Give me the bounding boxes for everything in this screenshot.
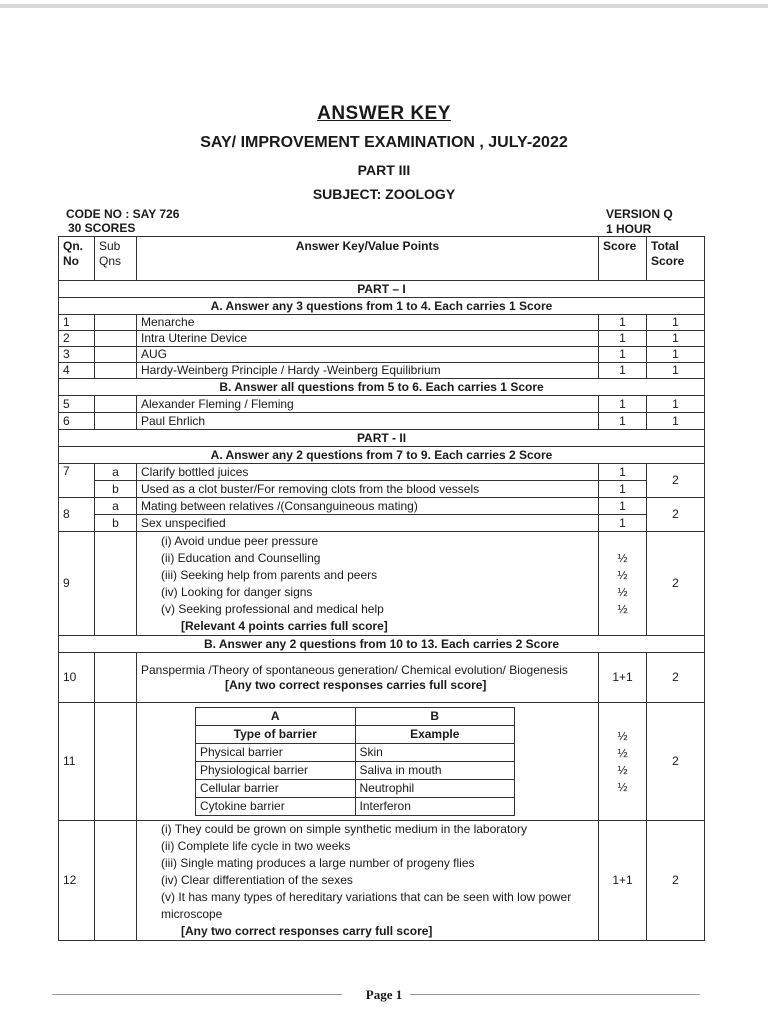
code-no: CODE NO : SAY 726 <box>66 207 180 221</box>
sub-7b: b <box>95 481 137 498</box>
table-row <box>59 481 705 498</box>
qn-4: 4 <box>59 363 95 379</box>
total-6: 1 <box>647 413 705 430</box>
part2-b-heading: B. Answer any 2 questions from 10 to 13. Each carries 2 Score <box>59 636 705 653</box>
total-9: 2 <box>647 532 705 636</box>
qn-5: 5 <box>59 396 95 413</box>
table-row <box>59 464 705 481</box>
q12-point: (i) They could be grown on simple synthetic medium in the laboratory <box>161 822 527 836</box>
part1-heading: PART – I <box>59 281 705 298</box>
col-answer: Answer Key/Value Points <box>137 237 599 281</box>
table-row <box>59 821 705 941</box>
col-sub: Sub Qns <box>95 237 137 281</box>
q12-point: (iv) Clear differentiation of the sexes <box>161 873 353 887</box>
total-10: 2 <box>647 653 705 703</box>
qn-6: 6 <box>59 413 95 430</box>
q12-point: (v) It has many types of hereditary variations that can be seen with low power microscope <box>161 890 572 921</box>
table-row <box>59 413 705 430</box>
doc-title: ANSWER KEY <box>317 103 451 124</box>
sub-7a: a <box>95 464 137 481</box>
part2-a-heading: A. Answer any 2 questions from 7 to 9. Each carries 2 Score <box>59 447 705 464</box>
table-row <box>59 331 705 347</box>
subject-label: SUBJECT: ZOOLOGY <box>312 186 456 202</box>
qn-11: 11 <box>59 703 95 821</box>
answer-table <box>58 236 705 941</box>
answer-7a: Clarify bottled juices <box>137 464 599 481</box>
col-qn: Qn. No <box>59 237 95 281</box>
page-number: Page 1 <box>365 987 403 1002</box>
score-5: 1 <box>599 396 647 413</box>
part1-a-heading: A. Answer any 3 questions from 1 to 4. Each carries 1 Score <box>59 298 705 315</box>
score-6: 1 <box>599 413 647 430</box>
total-1: 1 <box>647 315 705 331</box>
part-label: PART III <box>357 162 411 178</box>
score-3: 1 <box>599 347 647 363</box>
total-3: 1 <box>647 347 705 363</box>
sub-8a: a <box>95 498 137 515</box>
qn-1: 1 <box>59 315 95 331</box>
answer-3: AUG <box>137 347 599 363</box>
q9-note: [Relevant 4 points carries full score] <box>181 618 388 633</box>
table-row <box>59 498 705 515</box>
duration: 1 HOUR <box>606 222 652 236</box>
answer-10: Panspermia /Theory of spontaneous generation/ Chemical evolution/ Biogenesis [Any two correct responses carries full score] <box>137 653 599 703</box>
answer-2: Intra Uterine Device <box>137 331 599 347</box>
scan-edge <box>0 4 768 8</box>
answer-12 <box>137 821 599 941</box>
score-1: 1 <box>599 315 647 331</box>
score-4: 1 <box>599 363 647 379</box>
answer-8b: Sex unspecified <box>137 515 599 532</box>
total-12: 2 <box>647 821 705 941</box>
score-11: ½ ½ ½ ½ <box>599 703 647 821</box>
total-11: 2 <box>647 703 705 821</box>
sub-8b: b <box>95 515 137 532</box>
q10-note: [Any two correct responses carries full score] <box>225 677 487 692</box>
q9-point: (ii) Education and Counselling <box>161 550 321 565</box>
qn-9: 9 <box>59 532 95 636</box>
part2-heading: PART - II <box>59 430 705 447</box>
answer-9 <box>137 532 599 636</box>
total-2: 1 <box>647 331 705 347</box>
answer-1: Menarche <box>137 315 599 331</box>
score-9: ½ ½ ½ ½ <box>599 532 647 636</box>
table-header-row <box>59 237 705 281</box>
score-7b: 1 <box>599 481 647 498</box>
qn-2: 2 <box>59 331 95 347</box>
answer-4: Hardy-Weinberg Principle / Hardy -Weinberg Equilibrium <box>137 363 599 379</box>
q9-point: (i) Avoid undue peer pressure <box>161 533 319 548</box>
score-8a: 1 <box>599 498 647 515</box>
total-7: 2 <box>647 464 705 498</box>
table-row <box>59 315 705 331</box>
col-score: Score <box>599 237 647 281</box>
q12-point: (iii) Single mating produces a large number of progeny flies <box>161 856 475 870</box>
answer-7b: Used as a clot buster/For removing clots from the blood vessels <box>137 481 599 498</box>
version: VERSION Q <box>606 207 673 221</box>
q12-point: (ii) Complete life cycle in two weeks <box>161 839 351 853</box>
total-4: 1 <box>647 363 705 379</box>
barrier-table: A B Type of barrier Example Physical barrier Skin Physiological barrier Saliva in mouth Cellular barrier Neutrophil Cytokine barrier Interferon <box>195 707 515 816</box>
table-row <box>59 363 705 379</box>
exam-name: SAY/ IMPROVEMENT EXAMINATION , JULY-2022 <box>200 134 568 151</box>
answer-6: Paul Ehrlich <box>137 413 599 430</box>
part1-b-heading: B. Answer all questions from 5 to 6. Each carries 1 Score <box>59 379 705 396</box>
total-8: 2 <box>647 498 705 532</box>
q9-point: (iii) Seeking help from parents and peers <box>161 567 378 582</box>
score-10: 1+1 <box>599 653 647 703</box>
total-scores: 30 SCORES <box>68 221 136 235</box>
table-row <box>59 532 705 636</box>
table-row <box>59 396 705 413</box>
col-total: Total Score <box>647 237 705 281</box>
q9-point: (iv) Looking for danger signs <box>161 584 313 599</box>
table-row <box>59 653 705 703</box>
q9-point: (v) Seeking professional and medical help <box>161 601 384 616</box>
score-7a: 1 <box>599 464 647 481</box>
table-row <box>59 703 705 821</box>
score-12: 1+1 <box>599 821 647 941</box>
table-row <box>59 347 705 363</box>
answer-5: Alexander Fleming / Fleming <box>137 396 599 413</box>
score-8b: 1 <box>599 515 647 532</box>
q12-note: [Any two correct responses carry full score] <box>181 924 433 938</box>
qn-3: 3 <box>59 347 95 363</box>
table-row <box>59 515 705 532</box>
qn-10: 10 <box>59 653 95 703</box>
answer-11 <box>137 703 599 821</box>
qn-7: 7 <box>59 464 95 498</box>
total-5: 1 <box>647 396 705 413</box>
qn-12: 12 <box>59 821 95 941</box>
qn-8: 8 <box>59 498 95 532</box>
score-2: 1 <box>599 331 647 347</box>
answer-8a: Mating between relatives /(Consanguineous mating) <box>137 498 599 515</box>
